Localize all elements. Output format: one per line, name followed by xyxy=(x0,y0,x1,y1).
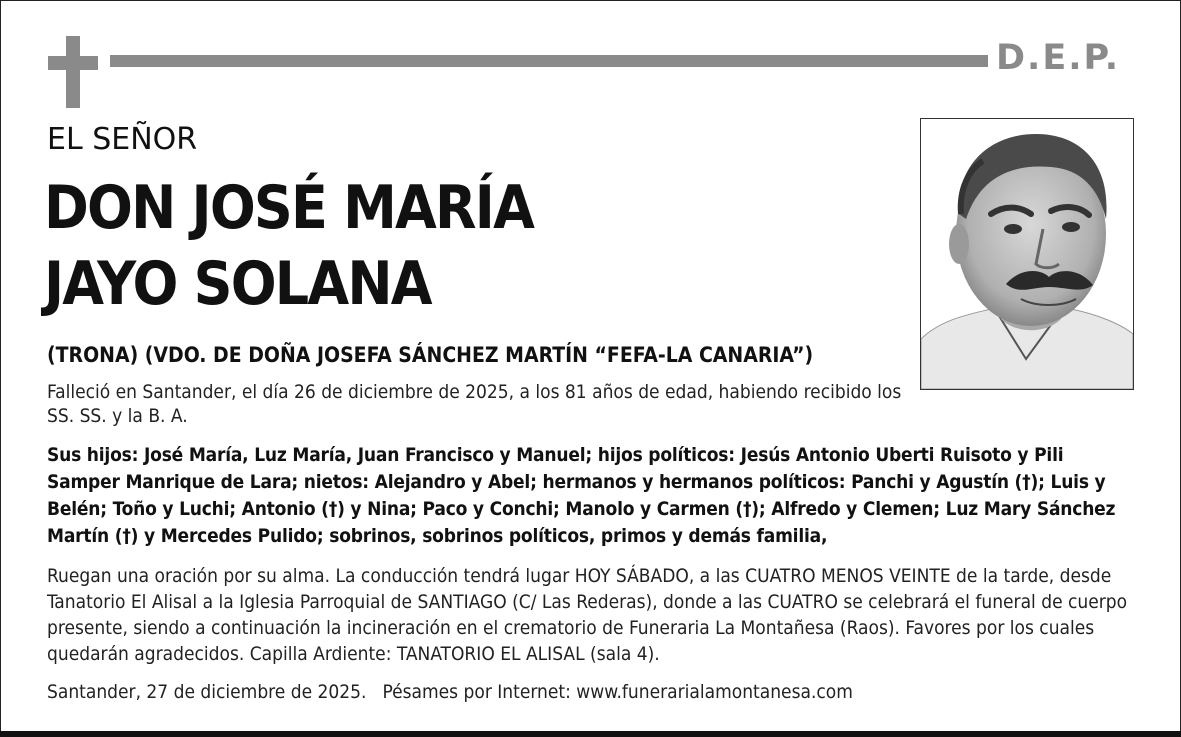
family-list: Sus hijos: José María, Luz María, Juan Francisco y Manuel; hijos políticos: Jesús Antonio Uberti Ruisoto y Pili Samper Manrique de Lara; nietos: Alejandro y Abel; hermanos y hermanos políticos: Panchi y Agustín (†); Luis y Belén; Toño y Luchi; Antonio (†) y Nina; Paco y Conchi; Manolo y Carmen (†); Alfredo y Clemen; Luz Mary Sánchez Martín (†) y Mercedes Pulido; sobrinos, sobrinos políticos, primos y demás familia, xyxy=(47,444,1116,547)
ceremony-details: Ruegan una oración por su alma. La conducción tendrá lugar HOY SÁBADO, a las CUATRO MENOS VEINTE de la tarde, desde Tanatorio El Alisal a la Iglesia Parroquial de SANTIAGO (C/ Las Rederas), donde a las CUATRO se celebrará el funeral de cuerpo presente, siendo a continuación la incineración en el crematorio de Funeraria La Montañesa (Raos). Favores por los cuales quedarán agradecidos. Capilla Ardiente: TANATORIO EL ALISAL (sala 4). xyxy=(47,565,1128,665)
deceased-name-line2: JAYO SOLANA xyxy=(44,249,431,319)
footer xyxy=(47,678,1147,706)
bottom-border xyxy=(0,731,1181,737)
deceased-name xyxy=(44,170,533,322)
header-rule xyxy=(110,55,988,67)
portrait-icon xyxy=(921,119,1133,389)
deceased-title: EL SEÑOR xyxy=(47,122,198,157)
deceased-alias: (TRONA) (VDO. DE DOÑA JOSEFA SÁNCHEZ MARTÍN “FEFA-LA CANARIA”) xyxy=(47,343,814,367)
portrait-photo xyxy=(920,118,1134,390)
footer-date: Santander, 27 de diciembre de 2025. xyxy=(47,681,367,703)
dep-label: D.E.P. xyxy=(996,38,1121,78)
death-notice: Falleció en Santander, el día 26 de diciembre de 2025, a los 81 años de edad, habiendo recibido los SS. SS. y la B. A. xyxy=(47,381,902,427)
footer-condolences: Pésames por Internet: www.funerarialamontanesa.com xyxy=(382,681,853,703)
deceased-name-line1: DON JOSÉ MARÍA xyxy=(44,173,534,243)
cross-icon xyxy=(48,36,98,108)
